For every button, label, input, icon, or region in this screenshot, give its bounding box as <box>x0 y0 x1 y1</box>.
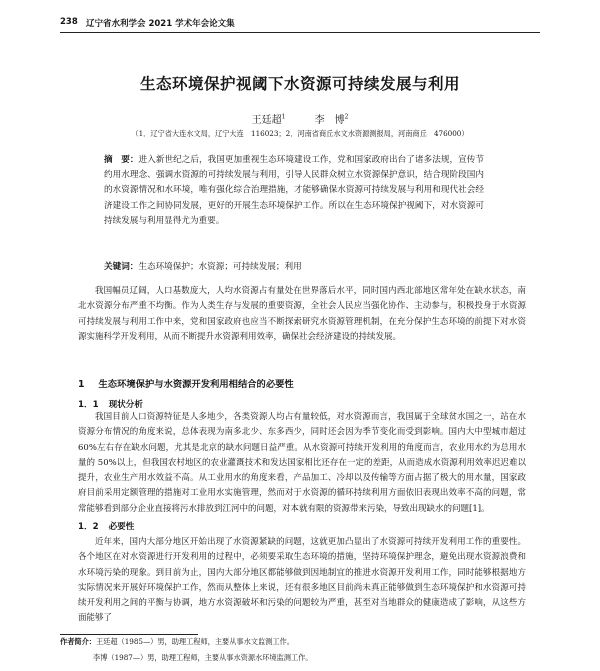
abstract-label: 摘 要： <box>104 155 139 165</box>
subsection-number: 1．1 <box>78 400 99 410</box>
keywords <box>104 260 484 272</box>
author-name: 王廷超 <box>251 115 282 126</box>
abstract-text: 进入新世纪之后，我国更加重视生态环境建设工作，党和国家政府出台了诸多法规，宣传节约用水理念、强调水资源的可持续发展与利用，引导人民群众树立水资源保护意识，结合现阶段国内的水资源情况和水环境，唯有强化综合治理措施，才能够确保水资源可持续发展与利用和现代社会经济建设工作之间协同发展，更好的开展生态环境保护工作。所以在生态环境保护视阈下，对水资源可持续发展与利用显得尤为重要。 <box>104 155 484 226</box>
keywords-text: 生态环境保护；水资源；可持续发展；利用 <box>138 262 302 272</box>
section-number: 1 <box>78 379 85 390</box>
journal-title: 辽宁省水利学会 2021 学术年会论文集 <box>86 19 235 29</box>
subsection-title: 必要性 <box>108 522 135 532</box>
footnote-author-1 <box>60 637 294 647</box>
author-affiliation-mark: 1 <box>281 113 286 121</box>
page-number: 238 <box>60 17 78 27</box>
footnote-divider <box>60 634 198 635</box>
footnote-label: 作者简介： <box>60 637 96 646</box>
paper-title: 生态环境保护视阈下水资源可持续发展与利用 <box>139 75 460 93</box>
body-paragraph: 近年来，国内大部分地区开始出现了水资源紧缺的问题，这就更加凸显出了水资源可持续开发利用工作的重要性。各个地区在对水资源进行开发利用的过程中，必须要采取生态环境的措施，坚持环境保护理念，避免出现水资源浪费和水环境污染的现象。到目前为止，国内大部分地区都能够做到因地制宜的推进水资源开发利用工作，同时能够根据地方实际情况来开展好环境保护工作，然而从整体上来说，还有很多地区目前尚未真正能够做到生态环境保护和水资源可持续开发利用之间的平衡与协调，地方水资源破坏和污染的问题较为严重，甚至对当地群众的健康造成了影响，从这些方面能够了 <box>78 537 526 624</box>
affiliation: （1．辽宁省大连水文局，辽宁大连 116023；2．河南省商丘水文水资源测报局，河南商丘 476000） <box>131 129 469 138</box>
keywords-label: 关键词： <box>104 262 139 272</box>
author-name: 李 博 <box>314 115 345 126</box>
subsection-heading <box>78 520 134 532</box>
footnote-text: 王廷超（1985—）男，助理工程师，主要从事水文监测工作。 <box>95 637 294 646</box>
body-paragraph: 我国目前人口资源特征是人多地少，各类资源人均占有量较低，对水资源而言，我国属于全球贫水国之一，站在水资源分布情况的角度来说，总体表现为南多北少、东多西少，同时还会因为季节变化而受到影响。国内大中型城市超过 60%左右存在缺水问题，尤其是北京的缺水问题日益严重。从水资源可持续开发利用的角度而言，农业用水约为总用水量的 50%以上，但我国农村地区的农业灌溉技术和发达国家相比还存在一定的差距，从而造成水资源利用效率迟迟难以提升，农业生产用水效益不高。从工业用水的角度来看，产品加工、冷却以及传输等方面占据了极大的用水量，国家政府目前采用定额管理的措施对工业用水实施管理，然而对于水资源的循环持续利用方面依旧表现出效率不高的问题，常常能够看到部分企业直接将污水排放到江河中的问题，对本就有限的资源带来污染，导致出现缺水的问题[1]。 <box>78 412 526 514</box>
section-title: 生态环境保护与水资源开发利用相结合的必要性 <box>98 379 294 390</box>
intro-paragraph: 我国幅员辽阔，人口基数庞大，人均水资源占有量处在世界落后水平，同时国内西北部地区常年处在缺水状态，南北水资源分布严重不均衡。作为人类生存与发展的重要资源，全社会人民应当强化协作、主动参与，积极投身于水资源可持续发展与利用工作中来，党和国家政府也应当不断探索研究水资源管理机制，在充分保护生态环境的前提下对水资源实施科学开发利用，从而不断提升水资源利用效率，确保社会经济建设的持续发展。 <box>78 286 526 342</box>
subsection-title: 现状分析 <box>108 400 143 410</box>
footnote-author-2: 李博（1987—）男，助理工程师，主要从事水资源水环境监测工作。 <box>93 653 313 662</box>
abstract <box>104 153 484 229</box>
running-header <box>60 14 540 33</box>
section-heading <box>78 376 294 390</box>
subsection-number: 1．2 <box>78 522 99 532</box>
author-affiliation-mark: 2 <box>344 113 349 121</box>
subsection-heading <box>78 398 143 410</box>
author-line <box>0 111 600 126</box>
